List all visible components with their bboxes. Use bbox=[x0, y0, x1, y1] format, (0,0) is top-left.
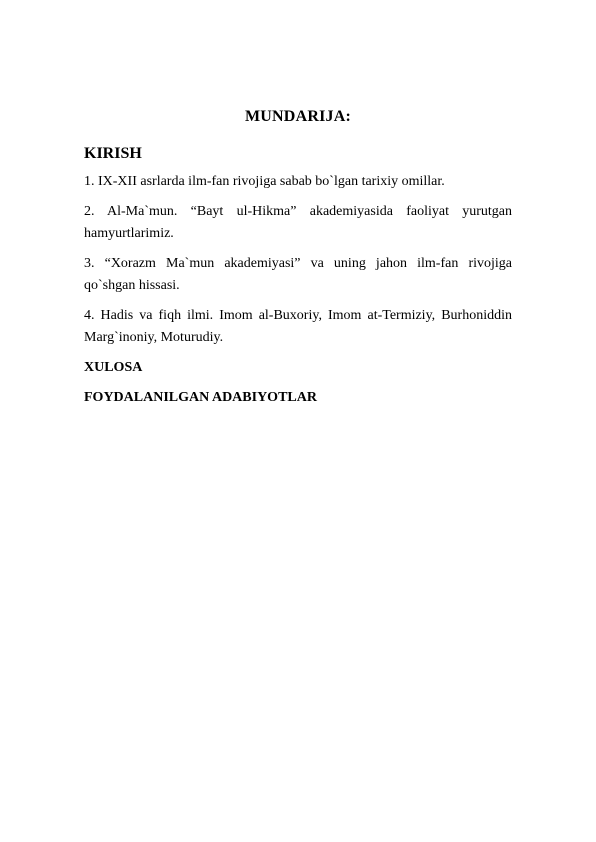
toc-item-2: 2. Al-Ma`mun. “Bayt ul-Hikma” akademiyasida faoliyat yurutgan hamyurtlarimiz. bbox=[84, 204, 512, 241]
toc-item-1: 1. IX-XII asrlarda ilm-fan rivojiga sabab bo`lgan tarixiy omillar. bbox=[84, 174, 445, 189]
toc-title: MUNDARIJA: bbox=[245, 108, 351, 125]
table-of-contents bbox=[84, 107, 512, 417]
toc-item-3: 3. “Xorazm Ma`mun akademiyasi” va uning jahon ilm-fan rivojiga qo`shgan hissasi. bbox=[84, 256, 512, 293]
intro-heading: KIRISH bbox=[84, 145, 142, 162]
references-heading: FOYDALANILGAN ADABIYOTLAR bbox=[84, 390, 317, 405]
conclusion-heading: XULOSA bbox=[84, 360, 143, 375]
toc-item-4: 4. Hadis va fiqh ilmi. Imom al-Buxoriy, Imom at-Termiziy, Burhoniddin Marg`inoniy, Moturudiy. bbox=[84, 308, 512, 345]
